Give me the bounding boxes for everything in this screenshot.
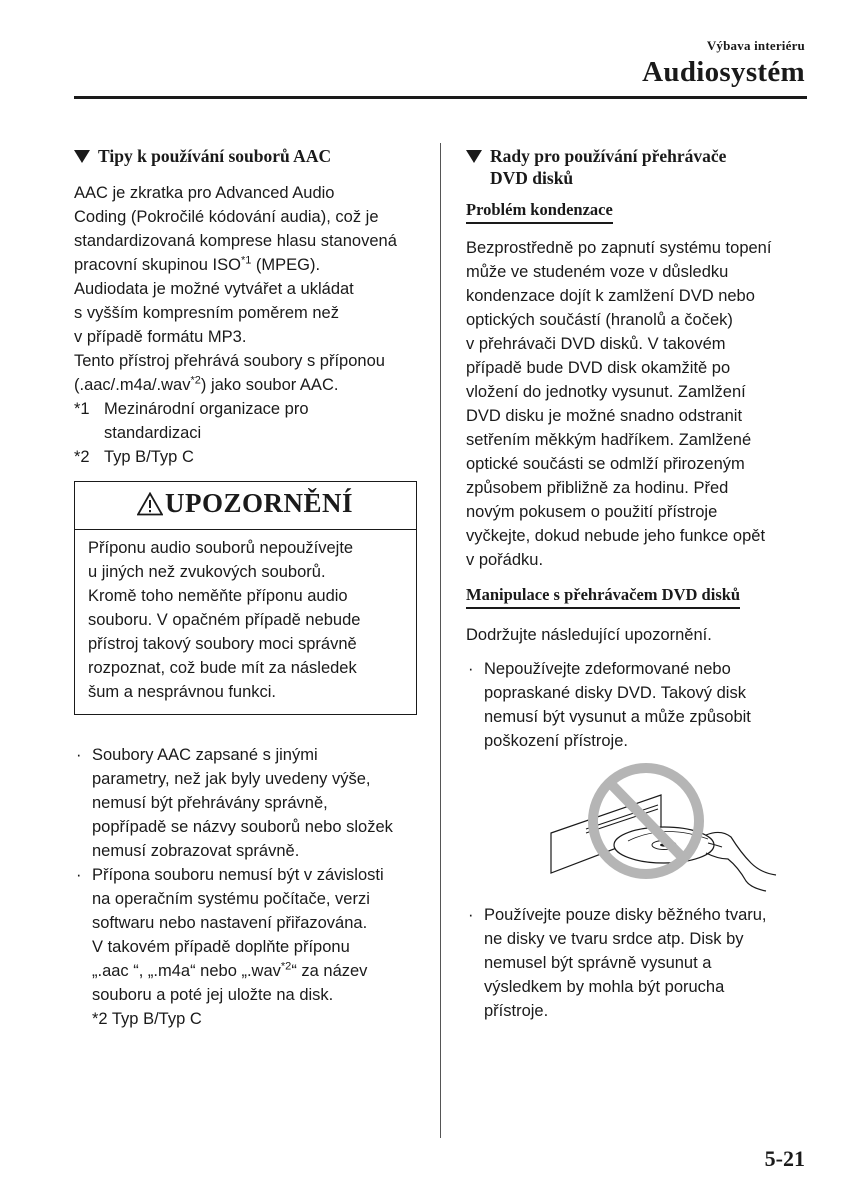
text-line: popřípadě se názvy souborů nebo složek [92,818,393,836]
text-fragment: pracovní skupinou ISO [74,256,241,274]
text-line: nemusí být vysunut a může způsobit [484,708,751,726]
caution-box [74,481,417,715]
text-fragment: „.aac “, „.m4a“ nebo „.wav [92,962,281,980]
caution-title-text: UPOZORNĚNÍ [164,488,353,518]
text-line: Příponu audio souborů nepoužívejte [88,539,354,557]
deformed-disc-illustration [546,763,796,893]
bullet-marker: · [468,660,474,678]
text-line: nemusí zobrazovat správně. [92,842,300,860]
text-line: Typ B/Typ C [104,448,194,466]
bullet-marker: · [76,866,82,884]
footnote-ref: *1 [240,254,252,267]
section-label: Výbava interiéru [706,38,805,53]
text-line: setřením měkkým hadříkem. Zamlžené [466,431,752,449]
footnote-ref: *2 [190,374,201,387]
text-line: standardizovaná komprese hlasu stanovená [74,232,397,250]
column-divider [440,143,441,1138]
list-item [74,743,418,863]
text-line: případě bude DVD disk okamžitě po [466,359,731,377]
text-line: výsledkem by mohla být porucha [484,978,725,996]
text-line: *2 Typ B/Typ C [92,1010,202,1028]
subheading-wrap [466,199,806,224]
text-line: Přípona souboru nemusí být v závislosti [92,866,384,884]
text-line: souboru a poté jej uložte na disk. [92,986,334,1004]
text-line: novým pokusem o použití přístroje [466,503,718,521]
text-fragment: ) jako soubor AAC. [200,376,339,394]
text-line: v přehrávači DVD disků. V takovém [466,335,726,353]
text-line [74,373,418,397]
dvd-tips-heading [466,145,806,189]
heading-text [490,145,726,189]
text-line: Rady pro používání přehrávače [490,146,727,166]
heading-text: Tipy k používání souborů AAC [98,146,332,166]
list-item [74,863,418,1031]
text-line: DVD disků [490,168,574,188]
text-line: kondenzace dojít k zamlžení DVD nebo [466,287,755,305]
text-line: souboru. V opačném případě nebude [88,611,361,629]
text-line: šum a nesprávnou funkci. [88,683,277,701]
aac-bullet-list [74,743,418,1031]
text-line: v případě formátu MP3. [74,328,247,346]
list-item [466,657,806,753]
text-fragment: (.aac/.m4a/.wav [74,376,191,394]
text-line: DVD disku je možné snadno odstranit [466,407,743,425]
text-line: nemusel být správně vysunut a [484,954,712,972]
triangle-bullet-icon [74,150,90,163]
text-line: Audiodata je možné vytvářet a ukládat [74,280,354,298]
text-line: vyčkejte, dokud nebude jeho funkce opět [466,527,766,545]
footnote-2 [74,445,418,469]
text-line: Soubory AAC zapsané s jinými [92,746,318,764]
text-line: přístroj takový soubory moci správně [88,635,357,653]
footnote-1 [74,397,418,445]
text-line: optické součásti se odmlží přirozeným [466,455,745,473]
text-line: vložení do jednotky vysunut. Zamlžení [466,383,746,401]
handling-intro: Dodržujte následující upozornění. [466,626,712,644]
text-line: Mezinárodní organizace pro [104,400,309,418]
handling-subheading: Manipulace s přehrávačem DVD disků [466,584,740,609]
warning-triangle-icon [137,492,163,516]
bullet-marker: · [76,746,82,764]
text-line: ne disky ve tvaru srdce atp. Disk by [484,930,744,948]
text-line: na operačním systému počítače, verzi [92,890,370,908]
text-line: Kromě toho neměňte příponu audio [88,587,348,605]
text-line: Používejte pouze disky běžného tvaru, [484,906,767,924]
page-number: 5-21 [764,1146,805,1171]
no-deformed-disc-icon [546,763,796,893]
list-item [466,903,806,1023]
text-line: Nepoužívejte zdeformované nebo [484,660,731,678]
header-divider [74,96,807,99]
text-line: popraskané disky DVD. Takový disk [484,684,746,702]
text-line: přístroje. [484,1002,549,1020]
text-line: V takovém případě doplňte příponu [92,938,350,956]
text-line: optických součástí (hranolů a čoček) [466,311,733,329]
text-line: standardizaci [104,424,202,442]
text-line: v pořádku. [466,551,544,569]
text-line: AAC je zkratka pro Advanced Audio [74,184,335,202]
left-column [74,145,418,1031]
text-line: způsobem přibližně za hodinu. Před [466,479,729,497]
caution-text [88,536,402,704]
text-line: Bezprostředně po zapnutí systému topení [466,239,772,257]
text-line: rozpoznat, což bude mít za následek [88,659,357,677]
text-line [92,959,384,983]
aac-tips-heading [74,145,418,167]
bullet-marker: · [468,906,474,924]
caution-divider [75,529,416,530]
text-line: Coding (Pokročilé kódování audia), což je [74,208,379,226]
text-line: parametry, než jak byly uvedeny výše, [92,770,371,788]
text-line: u jiných než zvukových souborů. [88,563,326,581]
aac-intro [74,181,418,397]
footnote-mark: *1 [74,400,90,418]
text-line: s vyšším kompresním poměrem než [74,304,339,322]
condensation-subheading: Problém kondenzace [466,199,613,224]
page-title: Audiosystém [642,56,805,88]
text-line: poškození přístroje. [484,732,628,750]
condensation-text [466,236,806,572]
text-fragment: “ za název [291,962,368,980]
triangle-bullet-icon [466,150,482,163]
footnote-mark: *2 [74,448,90,466]
text-line [74,253,418,277]
text-fragment: (MPEG). [251,256,321,274]
text-line: softwaru nebo nastavení přiřazována. [92,914,368,932]
footnote-ref: *2 [280,960,292,973]
subheading-wrap [466,584,806,609]
right-column [466,145,806,1023]
text-line: může ve studeném voze v důsledku [466,263,729,281]
text-line: Tento přístroj přehrává soubory s příponou [74,352,385,370]
caution-title [88,482,402,529]
text-line: nemusí být přehrávány správně, [92,794,328,812]
